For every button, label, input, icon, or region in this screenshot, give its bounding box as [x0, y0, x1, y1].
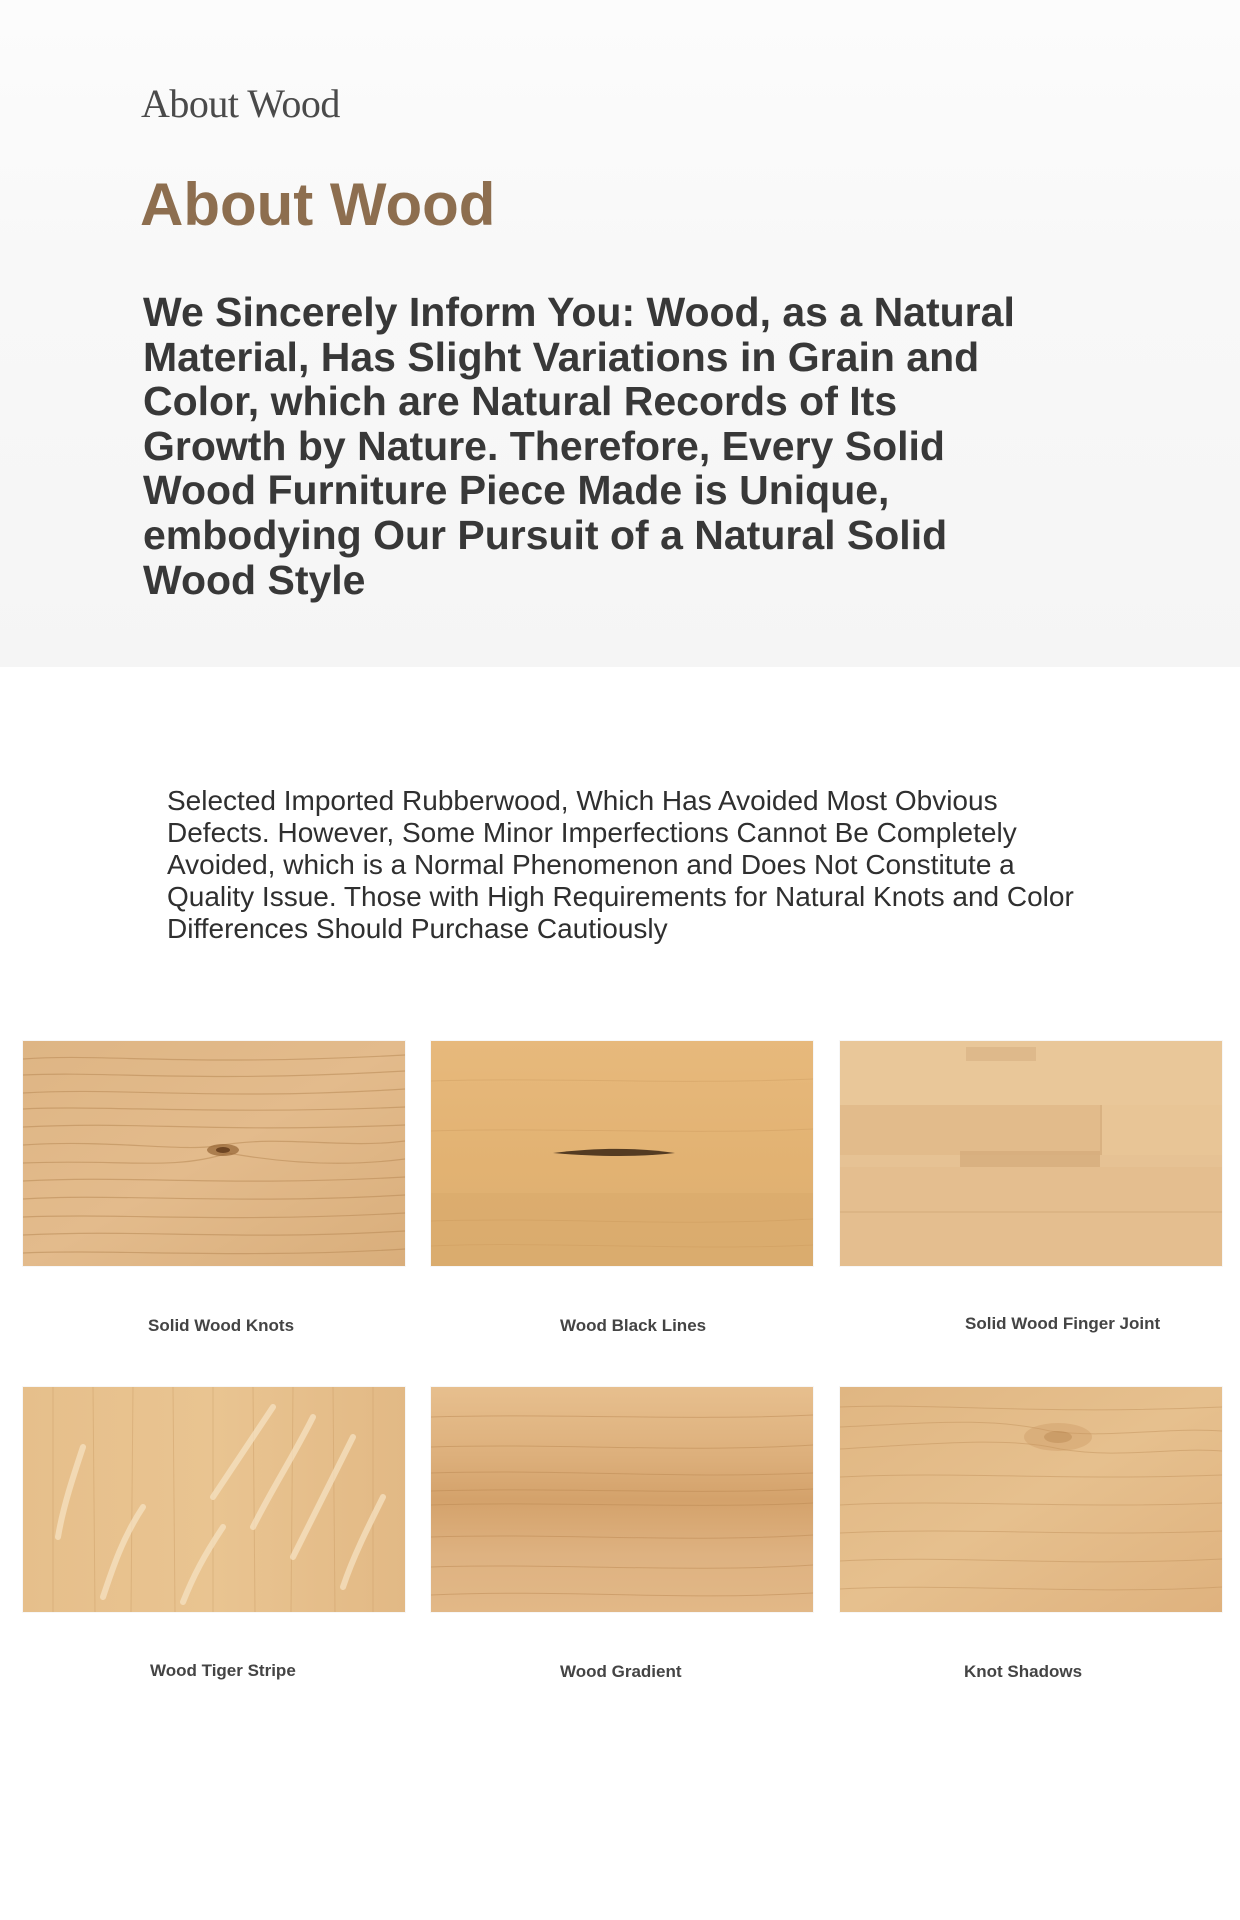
- sample-solid-wood-finger-joint: [840, 1041, 1222, 1333]
- knot-shadow-image: [840, 1387, 1222, 1612]
- wood-notice: Selected Imported Rubberwood, Which Has Avoided Most Obvious Defects. However, Some Minor Imperfections Cannot Be Completely Avoided, which is a Normal Phenomenon and Does Not Constitute a Quality Issue. Those with High Requirements for Natural Knots and Color Differences Should Purchase Cautiously: [167, 785, 1074, 944]
- wood-gradient-image: [431, 1387, 813, 1612]
- sample-knot-shadows: [840, 1387, 1222, 1681]
- caption-wood-tiger-stripe: Wood Tiger Stripe: [150, 1661, 296, 1680]
- finger-joint-image: [840, 1041, 1222, 1266]
- wood-black-line-svg: [431, 1041, 813, 1266]
- brand-logo-text: About Wood: [141, 81, 340, 126]
- caption-solid-wood-knots: Solid Wood Knots: [148, 1316, 295, 1335]
- intro-statement: We Sincerely Inform You: Wood, as a Natural Material, Has Slight Variations in Grain and Color, which are Natural Records of Its Growth by Nature. Therefore, Every Solid Wood Furniture Piece Made is Unique, embodying Our Pursuit of a Natural Solid Wood Style: [143, 289, 1015, 603]
- sample-wood-tiger-stripe: [23, 1387, 405, 1680]
- caption-wood-gradient: Wood Gradient: [560, 1662, 682, 1681]
- knot-shadow-svg: [840, 1387, 1222, 1612]
- hero-section: [0, 0, 1240, 667]
- wood-gradient-svg: [431, 1387, 813, 1612]
- tiger-stripe-svg: [23, 1387, 405, 1612]
- wood-knot-image: [23, 1041, 405, 1266]
- sample-wood-gradient: [431, 1387, 813, 1681]
- wood-knot-svg: [23, 1041, 405, 1266]
- page-title: About Wood: [140, 171, 496, 238]
- finger-joint-svg: [840, 1041, 1222, 1266]
- tiger-stripe-image: [23, 1387, 405, 1612]
- caption-wood-black-lines: Wood Black Lines: [560, 1316, 707, 1335]
- caption-knot-shadows: Knot Shadows: [964, 1662, 1083, 1681]
- wood-black-line-image: [431, 1041, 813, 1266]
- sample-wood-black-lines: [431, 1041, 813, 1335]
- caption-solid-wood-finger-joint: Solid Wood Finger Joint: [965, 1314, 1161, 1333]
- sample-solid-wood-knots: [23, 1041, 405, 1335]
